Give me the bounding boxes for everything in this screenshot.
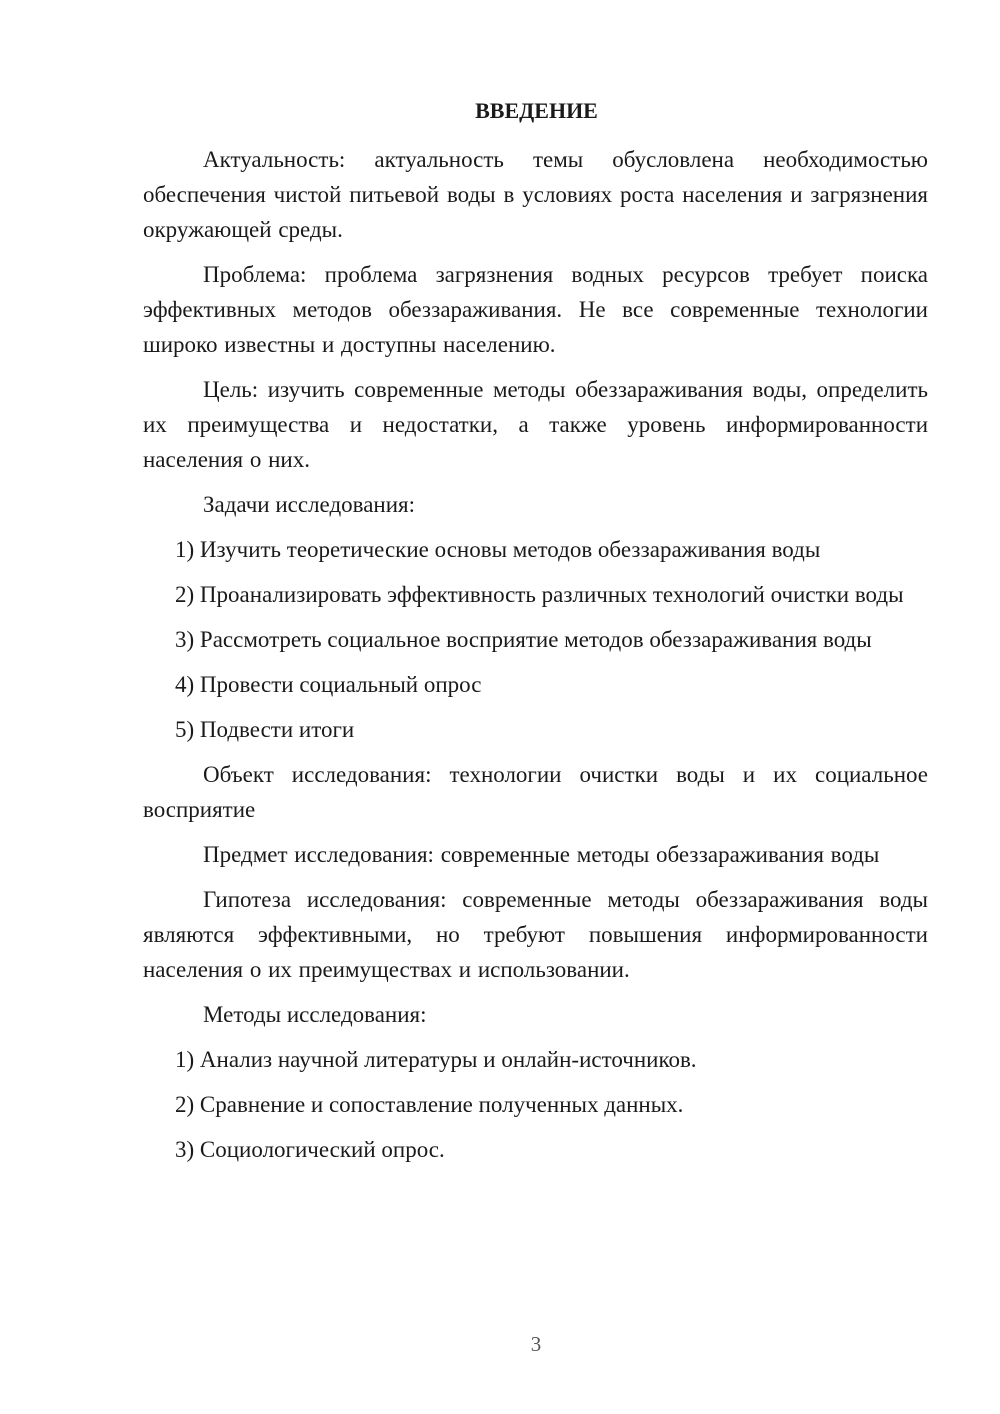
problem-paragraph: Проблема: проблема загрязнения водных ресурсов требует поиска эффективных методов обеззараживания. Не все современные технологии широко известны и доступны населению. (143, 262, 928, 357)
page-number: 3 (530, 1332, 542, 1356)
task-item: 4) Провести социальный опрос (175, 672, 482, 697)
document-page (143, 96, 928, 1177)
subject-paragraph: Предмет исследования: современные методы обеззараживания воды (203, 842, 880, 867)
method-item: 1) Анализ научной литературы и онлайн-источников. (175, 1047, 697, 1072)
method-item: 3) Социологический опрос. (175, 1137, 445, 1162)
task-item: 2) Проанализировать эффективность различных технологий очистки воды (175, 582, 904, 607)
methods-heading: Методы исследования: (203, 1002, 427, 1027)
object-paragraph: Объект исследования: технологии очистки воды и их социальное восприятие (143, 762, 928, 822)
task-item: 5) Подвести итоги (175, 717, 355, 742)
method-item: 2) Сравнение и сопоставление полученных данных. (175, 1092, 684, 1117)
section-title: ВВЕДЕНИЕ (475, 98, 598, 123)
tasks-heading: Задачи исследования: (203, 492, 416, 517)
hypothesis-paragraph: Гипотеза исследования: современные методы обеззараживания воды являются эффективными, но требуют повышения информированности населения о их преимуществах и использовании. (143, 887, 928, 982)
task-item: 1) Изучить теоретические основы методов обеззараживания воды (175, 537, 821, 562)
goal-paragraph: Цель: изучить современные методы обеззараживания воды, определить их преимущества и недостатки, а также уровень информированности населения о них. (143, 377, 928, 472)
relevance-paragraph: Актуальность: актуальность темы обусловлена необходимостью обеспечения чистой питьевой воды в условиях роста населения и загрязнения окружающей среды. (143, 147, 928, 242)
task-item: 3) Рассмотреть социальное восприятие методов обеззараживания воды (175, 627, 872, 652)
